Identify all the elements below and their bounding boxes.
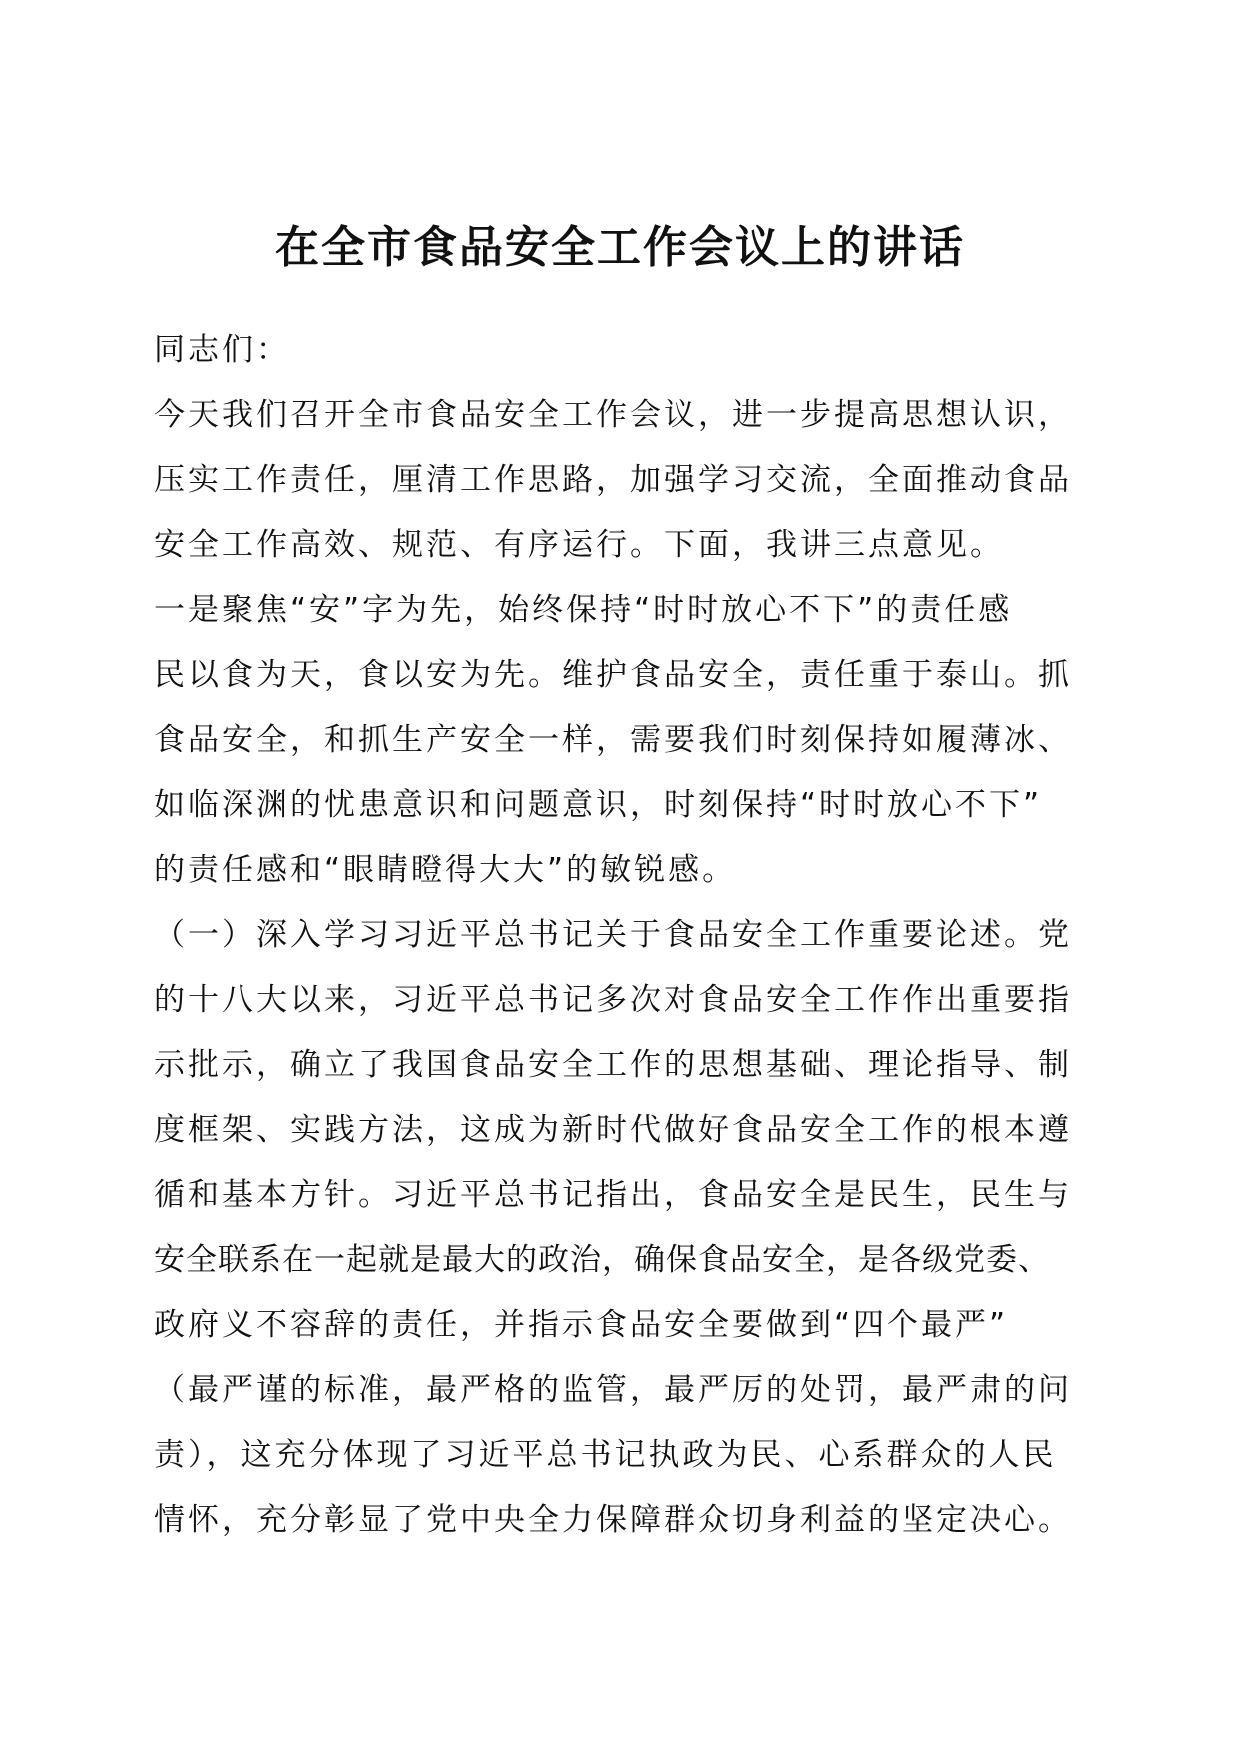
body-line: 如临深渊的忧患意识和问题意识，时刻保持“时时放心不下” — [154, 787, 1043, 823]
body-line: 政府义不容辞的责任，并指示食品安全要做到“四个最严” — [154, 1307, 1009, 1343]
document-title: 在全市食品安全工作会议上的讲话 — [275, 222, 965, 273]
body-line: 安全工作高效、规范、有序运行。下面，我讲三点意见。 — [154, 527, 1004, 563]
body-line: 情怀，充分彰显了党中央全力保障群众切身利益的坚定决心。 — [154, 1502, 1072, 1538]
body-line: 度框架、实践方法，这成为新时代做好食品安全工作的根本遵 — [154, 1112, 1072, 1148]
body-line: 的责任感和“眼睛瞪得大大”的敏锐感。 — [154, 852, 737, 888]
body-line: 责），这充分体现了习近平总书记执政为民、心系群众的人民 — [154, 1437, 1057, 1473]
document-body — [154, 318, 1094, 1553]
salutation-line: 同志们： — [154, 332, 290, 368]
body-line: 循和基本方针。习近平总书记指出，食品安全是民生，民生与 — [154, 1177, 1072, 1213]
body-line: （最严谨的标准，最严格的监管，最严厉的处罚，最严肃的问 — [154, 1372, 1072, 1408]
body-line: 的十八大以来，习近平总书记多次对食品安全工作作出重要指 — [154, 982, 1072, 1018]
body-line: 今天我们召开全市食品安全工作会议，进一步提高思想认识， — [154, 397, 1072, 433]
body-line: 示批示，确立了我国食品安全工作的思想基础、理论指导、制 — [154, 1047, 1072, 1083]
body-line: 民以食为天，食以安为先。维护食品安全，责任重于泰山。抓 — [154, 657, 1072, 693]
body-line: 压实工作责任，厘清工作思路，加强学习交流，全面推动食品 — [154, 462, 1072, 498]
body-line: 安全联系在一起就是最大的政治，确保食品安全，是各级党委、 — [154, 1242, 1050, 1278]
section-heading-line: 一是聚焦“安”字为先，始终保持“时时放心不下”的责任感 — [154, 592, 1013, 628]
body-line: 食品安全，和抓生产安全一样，需要我们时刻保持如履薄冰、 — [154, 722, 1072, 758]
subsection-heading-line: （一）深入学习习近平总书记关于食品安全工作重要论述。党 — [154, 917, 1072, 953]
